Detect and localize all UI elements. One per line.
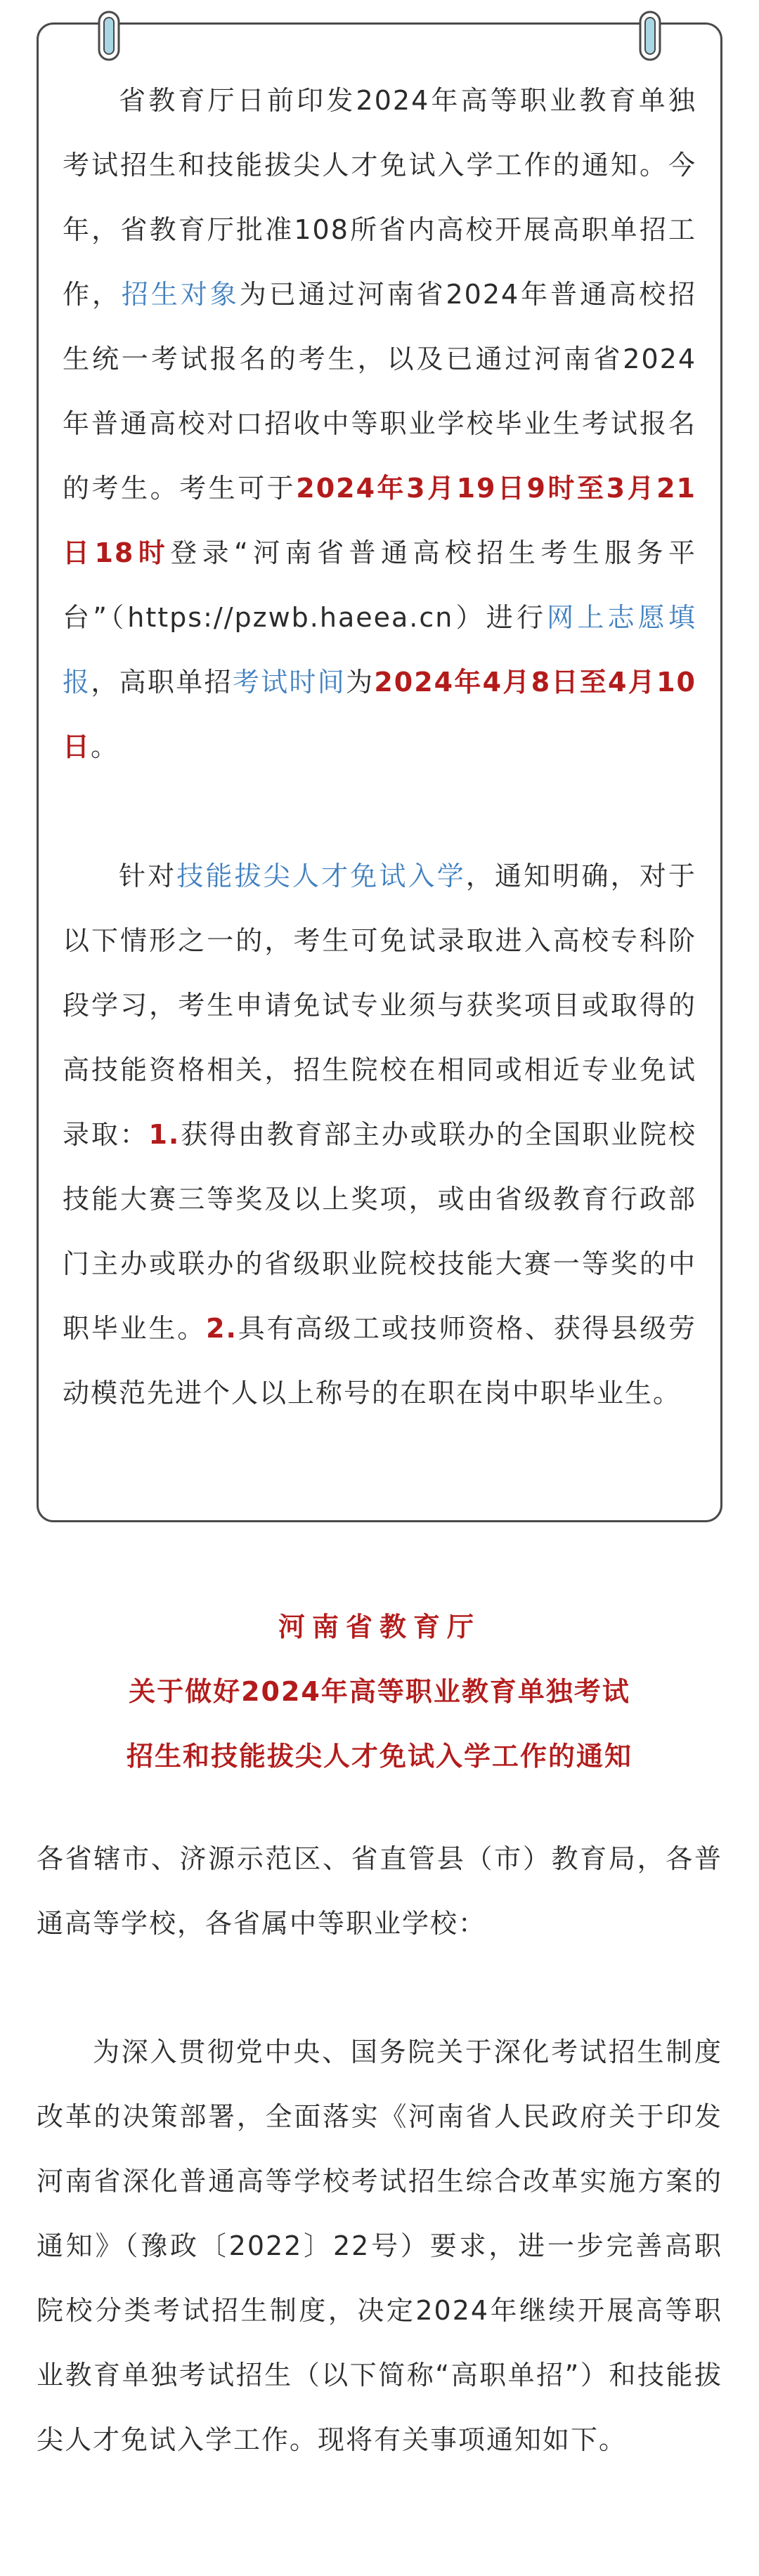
item-number-2: 2. <box>206 1313 238 1344</box>
keyword-skill-exemption: 技能拔尖人才免试入学 <box>176 861 466 891</box>
issuer-line: 河南省教育厅 <box>278 1611 481 1642</box>
binder-pin-icon <box>636 11 664 61</box>
addressee: 各省辖市、济源示范区、省直管县（市）教育局，各普通高等学校，各省属中等职业学校： <box>37 1843 722 1939</box>
exam-period: 2024年4月8日至4月10日 <box>63 667 696 762</box>
keyword-exam-time: 考试时间 <box>232 667 346 698</box>
exemption-paragraph: 针对技能拔尖人才免试入学，通知明确，对于以下情形之一的，考生可免试录取进入高校专科阶段学习，考生申请免试专业须与获奖项目或取得的高技能资格相关，招生院校在相同或相近专业免试录取：1.获得由教育部主办或联办的全国职业院校技能大赛三等奖及以上奖项，或由省级教育行政部门主办或联办的省级职业院校技能大赛一等奖的中职毕业生。2.具有高级工或技师资格、获得县级劳动模范先进个人以上称号的在职在岗中职毕业生。 <box>63 861 696 1408</box>
notice-title <box>0 1595 759 1789</box>
summary-paragraph: 省教育厅日前印发2024年高等职业教育单独考试招生和技能拔尖人才免试入学工作的通知。今年，省教育厅批准108所省内高校开展高职单招工作，招生对象为已通过河南省2024年普通高校招生统一考试报名的考生，以及已通过河南省2024年普通高校对口招收中等职业学校毕业生考试报名的考生。考生可于2024年3月19日9时至3月21日18时登录“河南省普通高校招生考生服务平台”（https://pzwb.haeea.cn）进行网上志愿填报，高职单招考试时间为2024年4月8日至4月10日。 <box>63 85 696 762</box>
card-body <box>63 68 696 1425</box>
keyword-online-application: 网上志愿填报 <box>63 602 696 698</box>
binder-pin-icon <box>95 11 123 61</box>
title-line-3: 招生和技能拔尖人才免试入学工作的通知 <box>126 1741 632 1772</box>
notice-body: 为深入贯彻党中央、国务院关于深化考试招生制度改革的决策部署，全面落实《河南省人民政府关于印发河南省深化普通高等学校考试招生综合改革实施方案的通知》（豫政〔2022〕22号）要求，进一步完善高职院校分类考试招生制度，决定2024年继续开展高等职业教育单独考试招生（以下简称“高职单招”）和技能拔尖人才免试入学工作。现将有关事项通知如下。 <box>37 2036 722 2455</box>
item-number-1: 1. <box>148 1119 181 1150</box>
summary-card <box>37 22 722 1522</box>
keyword-admission-target: 招生对象 <box>121 279 240 310</box>
registration-period: 2024年3月19日9时至3月21日18时 <box>63 473 696 568</box>
title-line-2: 关于做好2024年高等职业教育单独考试 <box>129 1676 630 1707</box>
